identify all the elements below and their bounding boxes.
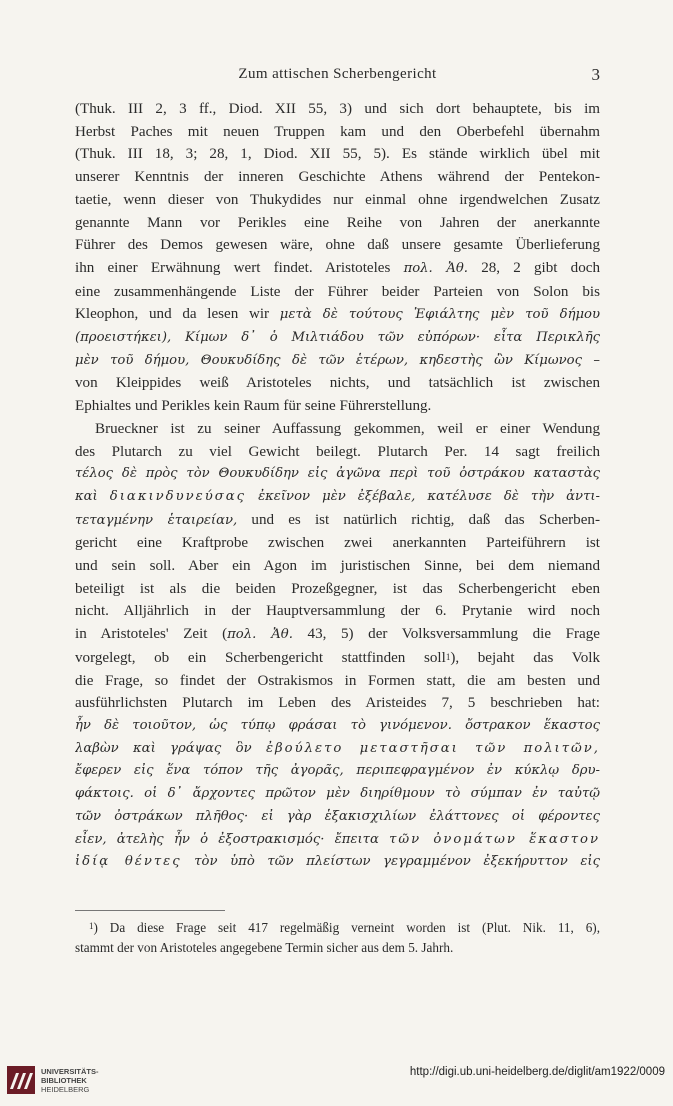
text-line [75,509,600,533]
footnote-divider [75,910,225,911]
text-segment: Kleophon, und da lesen wir [75,306,270,323]
text-line: nicht. Alljährlich in der Hauptversammlung der 6. Prytanie wird noch [75,603,600,620]
greek-quote-line [75,829,600,852]
text-segment: vorgelegt, ob ein Scherbengericht stattfinden soll [75,649,446,666]
text-line: Brueckner ist zu seiner Auffassung gekommen, weil er einer Wendung [95,420,600,437]
library-logo[interactable] [6,1063,99,1099]
text-line: des Plutarch zu viel Gewicht beilegt. Plutarch Per. 14 sagt freilich [75,443,600,460]
greek-quote-line [75,486,600,509]
greek-quote-line: ἔφερεν εἰς ἕνα τόπον τῆς ἀγορᾶς, περιπεφραγμένον ἐν κύκλῳ δρυ- [75,763,600,779]
text-segment: 43, 5) der Volksversammlung die Frage [307,626,600,643]
spaced-greek: τῶν ὀνομάτων ἕκαστον [389,831,600,847]
text-line: (Thuk. III 2, 3 ff., Diod. XII 55, 3) und sich dort behauptete, bis im [75,101,600,117]
text-segment: λαβὼν καὶ γράψας ὃν [75,740,252,756]
text-segment: ihn einer Erwähnung wert findet. Aristoteles [75,259,391,276]
greek-quote-line: τέλος δὲ πρὸς τὸν Θουκυδίδην εἰς ἀγῶνα περὶ τοῦ ὀστράκου καταστὰς [75,466,600,482]
source-url-link[interactable]: http://digi.ub.uni-heidelberg.de/diglit/am1922/0009 [409,1066,665,1078]
text-line: genannte Mann vor Perikles eine Reihe von Jahren der anerkannte [75,214,600,231]
library-name: UNIVERSITÄTS- BIBLIOTHEK [41,1067,99,1085]
text-segment: ἐκεῖνον μὲν ἐξέβαλε, κατέλυσε δὲ τὴν ἀντι- [258,488,600,504]
text-line: taetie, wenn dieser von Thukydides nur einmal ohne irgendwelchen Zusatz [75,191,600,208]
greek-quote-line: μὲν τοῦ δήμου, Θουκυδίδης δὲ τῶν ἑτέρων, κηδεστὴς ὢν Κίμωνος – [75,352,600,368]
greek-quote-line [75,851,600,874]
greek-quote-line: ἦν δὲ τοιοῦτον, ὡς τύπῳ φράσαι τὸ γινόμενον. ὄστρακον ἕκαστος [75,717,600,733]
text-line: von Kleippides weiß Aristoteles nichts, und tatsächlich ist zwischen [75,375,600,392]
spaced-greek: διακινδυνεύσας [109,488,247,504]
text-line [75,257,600,281]
text-segment: καὶ [75,488,98,504]
text-segment: und es ist natürlich richtig, daß das Scherben- [251,511,600,528]
text-line: ausführlichsten Plutarch im Leben des Aristeides 7, 5 beschrieben hat: [75,695,600,712]
greek-quote-line: (προειστήκει), Κίμων δ᾽ ὁ Μιλτιάδου τῶν εὐπόρων· εἶτα Περικλῆς [75,330,600,346]
footnote-marker[interactable]: 1 [445,651,451,662]
text-segment: ), bejaht das Volk [450,649,600,666]
text-line [75,303,600,327]
text-line: eine zusammenhängende Liste der Führer beider Parteien von Solon bis [75,283,600,300]
running-head [75,66,600,86]
text-line: (Thuk. III 18, 3; 28, 1, Diod. XII 55, 5). Es stände wirklich übel mit [75,146,600,163]
text-segment: in Aristoteles' Zeit ( [75,626,228,643]
greek-citation: πολ. Ἀθ. [403,260,468,276]
text-line [75,623,600,647]
footnote-line: stammt der von Aristoteles angegebene Termin sicher aus dem 5. Jahrh. [75,939,454,955]
running-title: Zum attischen Scherbengericht [238,66,437,82]
greek-citation: πολ. Ἀθ. [227,627,293,643]
text-segment: 28, 2 gibt doch [481,259,600,276]
text-line: beteiligt ist als die beiden Prozeßgegner, ist das Scherbengericht eben [75,580,600,597]
greek-quote-line: φάκτοις. οἱ δ᾽ ἄρχοντες πρῶτον μὲν διηρίθμουν τὸ σύμπαν ἐν ταὐτῷ [75,786,600,802]
spaced-greek: ἰδίᾳ θέντες [75,854,182,870]
text-line: unserer Kenntnis der inneren Geschichte Athens während der Pentekon- [75,169,600,186]
greek-quote: μετὰ δὲ τούτους Ἐφιάλτης μὲν τοῦ δήμου [279,307,600,323]
text-line: Herbst Paches mit neuen Truppen kam und den Oberbefehl übernahm [75,123,600,140]
text-segment: τὸν ὑπὸ τῶν πλείστων γεγραμμένον ἐξεκήρυττον εἰς [194,854,600,870]
footnote-line [75,918,600,938]
text-segment: ) Da diese Frage seit 417 regelmäßig verneint worden ist (Plut. Nik. 11, 6), [93,920,600,935]
text-line: gericht eine Kraftprobe zwischen zwei anerkannten Parteiführern ist [75,535,600,552]
text-line: Führer des Demos gewesen wäre, ohne daß unsere gesamte Überlieferung [75,237,600,254]
greek-quote-line [75,738,600,761]
body-text [75,98,600,874]
text-line: und sein soll. Aber ein Agon im juristischen Sinne, bei dem niemand [75,558,600,575]
greek-quote: τεταγμένην ἑταιρείαν, [75,512,238,528]
text-line: Ephialtes und Perikles kein Raum für seine Führerstellung. [75,398,432,415]
text-segment: εἶεν, ἀτελὴς ἦν ὁ ἐξοστρακισμός· ἔπειτα [75,831,379,847]
library-emblem-icon [6,1065,36,1095]
footnotes [75,918,600,957]
greek-quote-line: τῶν ὀστράκων πλῆθος· εἰ γὰρ ἑξακισχιλίων ἐλάττονες οἱ φέροντες [75,808,600,824]
page-number: 3 [591,65,600,84]
text-line [75,647,600,670]
spaced-greek: ἐβούλετο μεταστῆσαι τῶν πολιτῶν, [265,740,600,756]
text-line: die Frage, so findet der Ostrakismos in Formen statt, die am besten und [75,672,600,689]
library-city: HEIDELBERG [41,1085,90,1094]
footnote-number: 1 [89,921,94,931]
